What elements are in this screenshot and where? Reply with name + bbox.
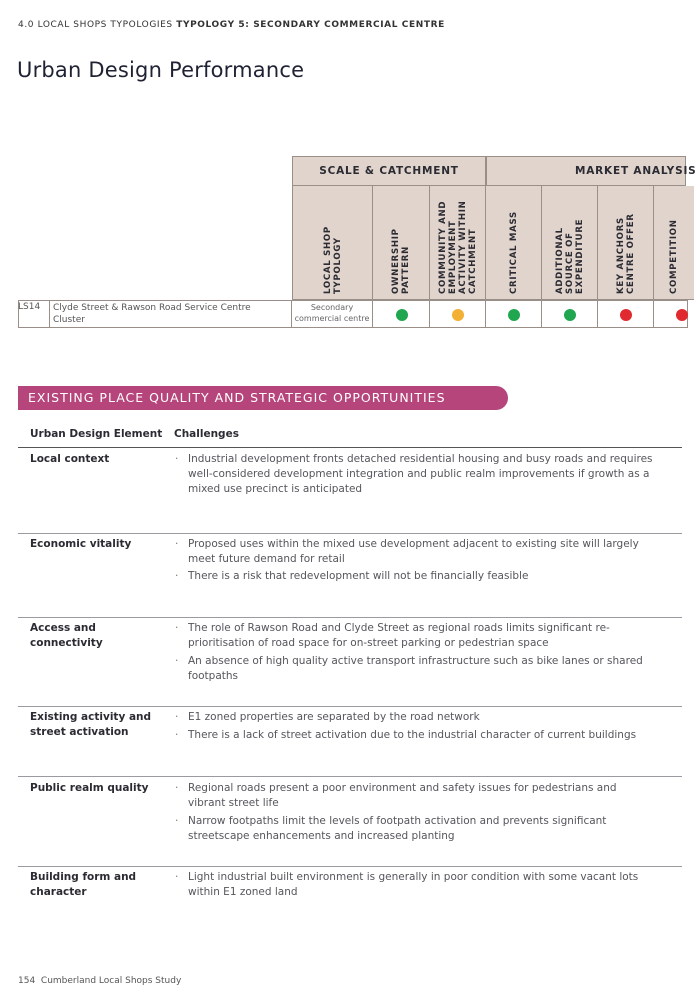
column-header-text: KEY ANCHORS CENTRE OFFER [615, 213, 636, 294]
column-header-additional-expenditure [542, 186, 598, 300]
rating-dot-competition [676, 309, 688, 321]
row-divider [18, 533, 682, 534]
challenge-item: · An absence of high quality active transport infrastructure such as bike lanes or shared footpaths [175, 654, 655, 684]
document-title: Cumberland Local Shops Study [40, 976, 182, 986]
breadcrumb-typology: TYPOLOGY 5: SECONDARY COMMERCIAL CENTRE [176, 20, 445, 30]
challenge-item: · Industrial development fronts detached residential housing and busy roads and requires well-considered development integration and public realm improvements if growth as a mixed use precinct is anticipated [175, 452, 655, 497]
rating-dot-anchors [620, 309, 632, 321]
row-code: LS14 [18, 302, 41, 312]
row-divider [18, 706, 682, 707]
column-header-challenges: Challenges [174, 428, 239, 440]
column-header-text: ADDITIONAL SOURCE OF EXPENDITURE [554, 218, 585, 294]
column-header-key-anchors [598, 186, 654, 300]
element-local-context: Local context [30, 453, 110, 465]
rating-dot-ownership [396, 309, 408, 321]
page-number: 154 [18, 976, 36, 986]
breadcrumb [18, 20, 445, 30]
element-access-connectivity: Access and connectivity [30, 622, 103, 649]
section-banner: EXISTING PLACE QUALITY AND STRATEGIC OPPORTUNITIES [18, 386, 508, 410]
column-header-ownership-pattern [373, 186, 430, 300]
challenge-item: · There is a risk that redevelopment will not be financially feasible [175, 569, 655, 584]
page-title: Urban Design Performance [17, 58, 305, 82]
column-header-element: Urban Design Element [30, 428, 163, 440]
row-name: Clyde Street & Rawson Road Service Centre Cluster [53, 303, 251, 325]
challenge-item: · Light industrial built environment is generally in poor condition with some vacant lots within E1 zoned land [175, 870, 655, 900]
row-divider [18, 617, 682, 618]
column-header-competition [654, 186, 694, 300]
challenge-item: · Regional roads present a poor environment and safety issues for pedestrians and vibrant street life [175, 781, 655, 811]
column-header-text: COMMUNITY AND EMPLOYMENT ACTIVITY WITHIN CATCHMENT [437, 200, 478, 294]
element-building-form: Building form and character [30, 871, 137, 898]
row-divider [18, 866, 682, 867]
rating-dot-community [452, 309, 464, 321]
group-header-scale-catchment: SCALE & CATCHMENT [292, 156, 486, 186]
page-footer [18, 976, 181, 986]
challenge-item: · The role of Rawson Road and Clyde Street as regional roads limits significant re-prioritisation of road space for on-street parking or pedestrian space [175, 621, 655, 651]
column-header-text: LOCAL SHOP TYPOLOGY [322, 226, 343, 294]
breadcrumb-section: 4.0 LOCAL SHOPS TYPOLOGIES [18, 20, 173, 30]
row-divider [18, 776, 682, 777]
column-header-community-employment [430, 186, 486, 300]
header-divider [18, 447, 682, 448]
column-header-text: COMPETITION [669, 219, 679, 294]
column-header-local-shop-typology [292, 186, 373, 300]
row-typology: Secondary commercial centre [294, 303, 370, 323]
rating-dot-expenditure [564, 309, 576, 321]
column-header-text: OWNERSHIP PATTERN [391, 228, 411, 294]
element-public-realm: Public realm quality [30, 782, 149, 794]
rating-dot-critical-mass [508, 309, 520, 321]
challenge-item: · Proposed uses within the mixed use development adjacent to existing site will largely meet future demand for retail [175, 537, 655, 567]
column-header-text: CRITICAL MASS [508, 211, 519, 294]
column-header-critical-mass [486, 186, 542, 300]
challenge-item: · E1 zoned properties are separated by the road network [175, 710, 655, 725]
challenge-item: · There is a lack of street activation due to the industrial character of current buildings [175, 728, 655, 743]
element-economic-vitality: Economic vitality [30, 538, 132, 550]
group-header-market-analysis: MARKET ANALYSIS [486, 156, 686, 186]
element-existing-activity: Existing activity and street activation [30, 711, 152, 738]
challenge-item: · Narrow footpaths limit the levels of footpath activation and prevents significant streetscape enhancements and increased planting [175, 814, 655, 844]
